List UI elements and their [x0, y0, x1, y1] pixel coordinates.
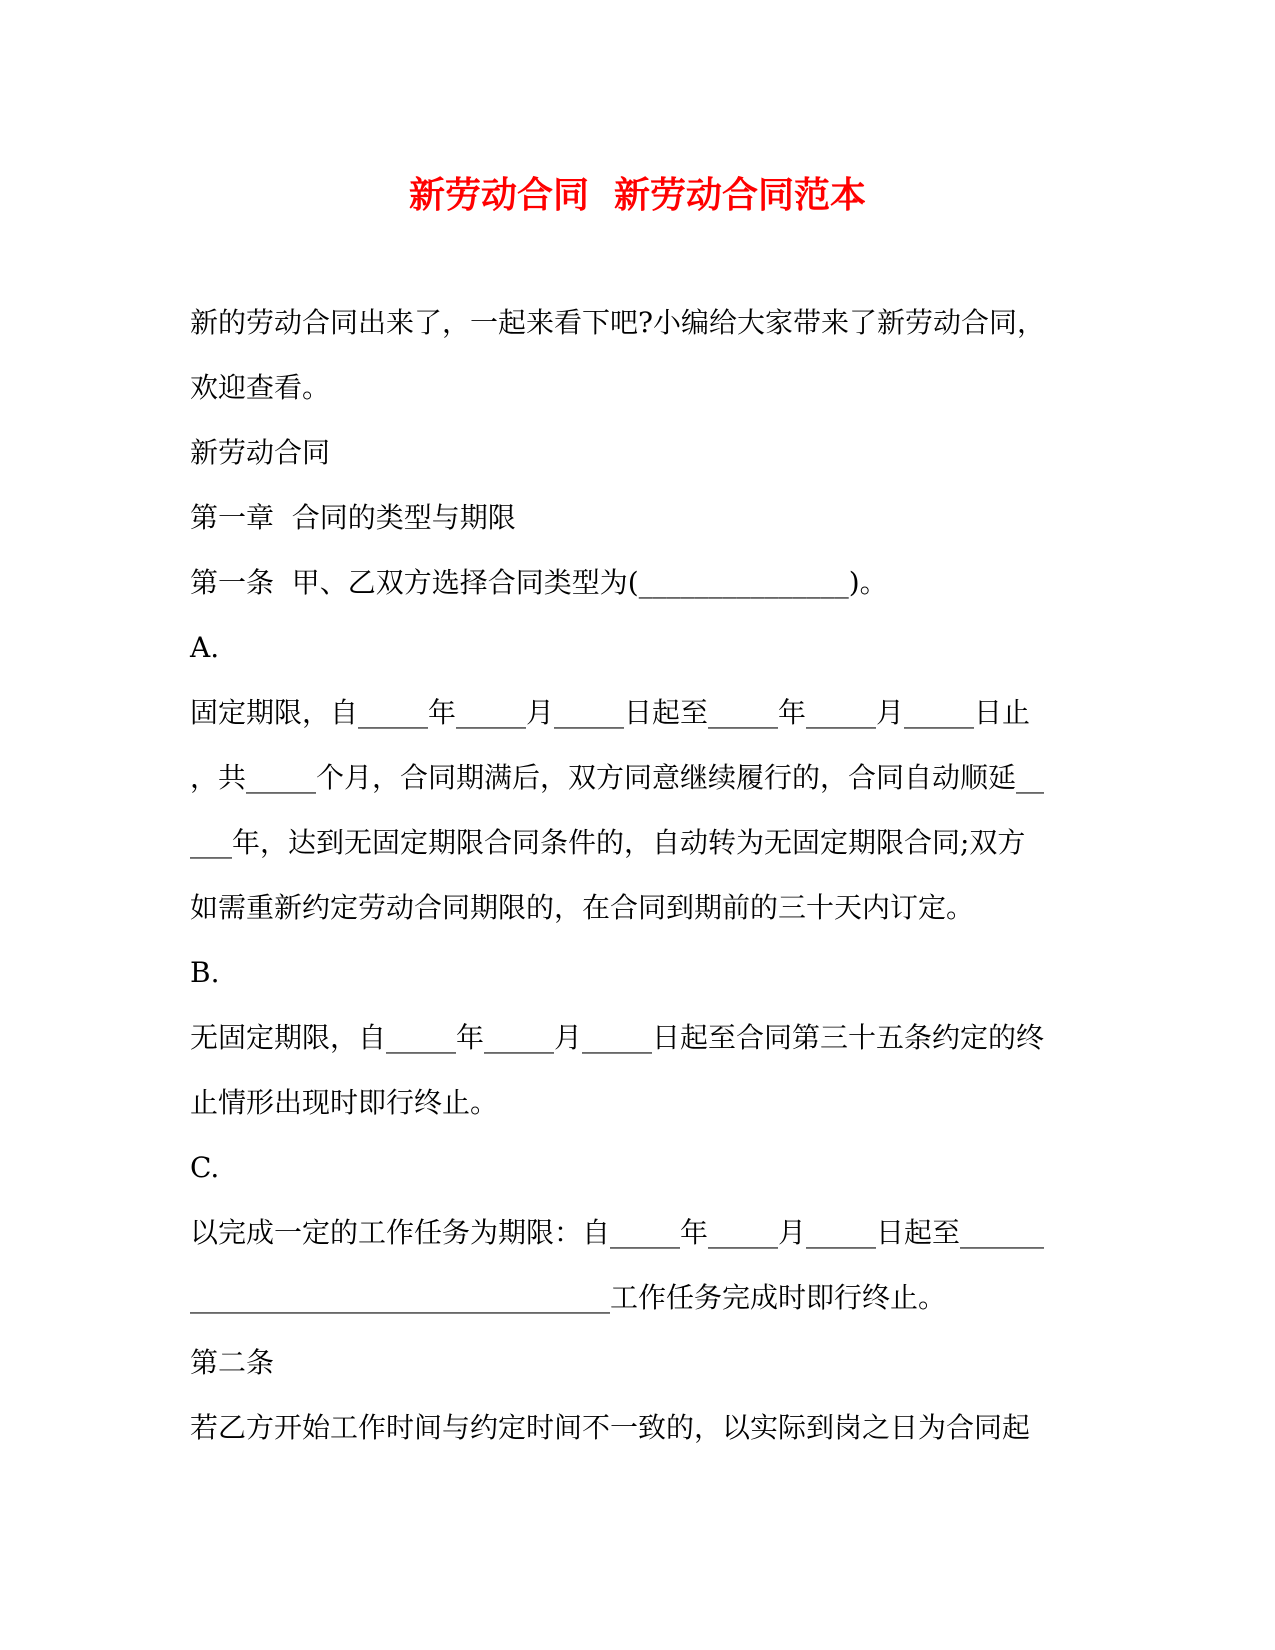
option-a-label: A.: [190, 631, 220, 664]
option-a-line-1: 固定期限，自_____年_____月_____日起至_____年_____月_____日止: [190, 696, 1031, 729]
chapter-heading: 第一章 合同的类型与期限: [190, 501, 516, 534]
intro-line-2: 欢迎查看。: [190, 371, 331, 404]
option-c-line-2: ______________________________工作任务完成时即行终止。: [190, 1281, 947, 1314]
option-b-line-2: 止情形出现时即行终止。: [190, 1086, 499, 1119]
option-a-line-4: 如需重新约定劳动合同期限的，在合同到期前的三十天内订定。: [190, 891, 975, 924]
option-c-label: C.: [190, 1151, 220, 1184]
article-1: 第一条 甲、乙双方选择合同类型为(_______________)。: [190, 566, 888, 599]
article-2-line-1: 若乙方开始工作时间与约定时间不一致的，以实际到岗之日为合同起: [190, 1411, 1031, 1444]
document-title: 新劳动合同 新劳动合同范本: [408, 174, 867, 216]
option-b-line-1: 无固定期限，自_____年_____月_____日起至合同第三十五条约定的终: [190, 1021, 1045, 1054]
option-c-line-1: 以完成一定的工作任务为期限：自_____年_____月_____日起至______: [190, 1216, 1045, 1249]
option-a-line-3: ___年，达到无固定期限合同条件的，自动转为无固定期限合同;双方: [190, 826, 1026, 859]
option-a-line-2: ，共_____个月，合同期满后，双方同意继续履行的，合同自动顺延__: [190, 761, 1045, 794]
section-heading: 新劳动合同: [190, 436, 331, 469]
intro-line-1: 新的劳动合同出来了，一起来看下吧?小编给大家带来了新劳动合同，: [190, 306, 1046, 339]
option-b-label: B.: [190, 956, 220, 989]
document-body: [190, 290, 1080, 1460]
article-2-heading: 第二条: [190, 1346, 275, 1379]
